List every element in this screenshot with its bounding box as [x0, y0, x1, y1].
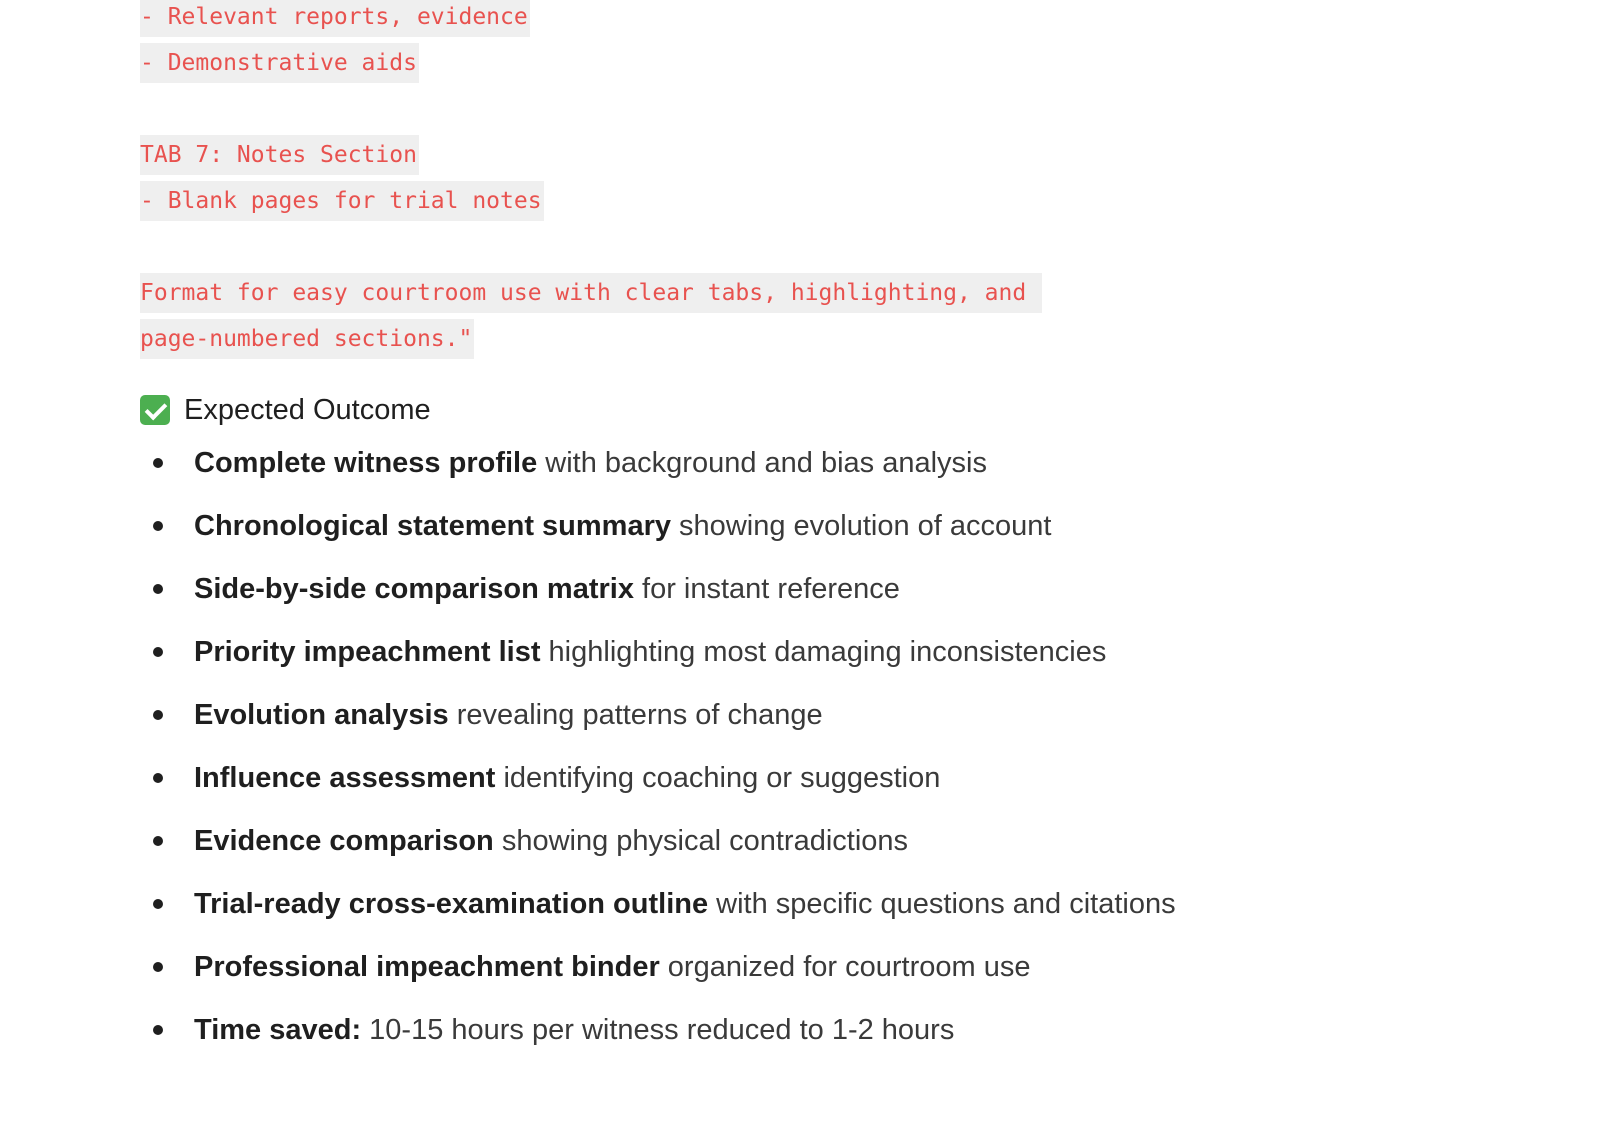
bullet-icon: [153, 710, 163, 720]
item-description: highlighting most damaging inconsistencies: [540, 636, 1107, 668]
item-title: Influence assessment: [194, 762, 496, 794]
list-item: [140, 886, 1176, 949]
item-title: Evidence comparison: [194, 825, 494, 857]
item-description: showing physical contradictions: [493, 825, 909, 857]
outcome-list: [140, 445, 1176, 1075]
code-line: - Demonstrative aids: [140, 43, 419, 83]
item-title: Side-by-side comparison matrix: [194, 573, 634, 605]
code-line: TAB 7: Notes Section: [140, 135, 419, 175]
item-description: 10-15 hours per witness reduced to 1-2 hours: [361, 1014, 955, 1046]
item-title: Trial-ready cross-examination outline: [194, 888, 709, 920]
code-line: Format for easy courtroom use with clear tabs, highlighting, and: [140, 273, 1042, 313]
list-item: [140, 697, 1176, 760]
bullet-icon: [153, 584, 163, 594]
bullet-icon: [153, 458, 163, 468]
list-item: [140, 1012, 1176, 1075]
code-line: - Relevant reports, evidence: [140, 0, 530, 37]
bullet-icon: [153, 773, 163, 783]
section-title: Expected Outcome: [184, 393, 431, 426]
bullet-icon: [153, 647, 163, 657]
item-description: with background and bias analysis: [537, 447, 988, 479]
item-title: Time saved:: [194, 1014, 362, 1046]
bullet-icon: [153, 899, 163, 909]
bullet-icon: [153, 962, 163, 972]
list-item: [140, 949, 1176, 1012]
item-description: showing evolution of account: [671, 510, 1052, 542]
bullet-icon: [153, 836, 163, 846]
bullet-icon: [153, 1025, 163, 1035]
item-title: Evolution analysis: [194, 699, 449, 731]
list-item: [140, 571, 1176, 634]
list-item: [140, 634, 1176, 697]
item-description: with specific questions and citations: [708, 888, 1176, 920]
item-title: Complete witness profile: [194, 447, 538, 479]
code-line: page-numbered sections.": [140, 319, 474, 359]
list-item: [140, 445, 1176, 508]
list-item: [140, 508, 1176, 571]
section-heading: [140, 390, 431, 430]
item-description: organized for courtroom use: [659, 951, 1031, 983]
item-title: Priority impeachment list: [194, 636, 541, 668]
list-item: [140, 823, 1176, 886]
code-line: - Blank pages for trial notes: [140, 181, 544, 221]
item-description: identifying coaching or suggestion: [495, 762, 941, 794]
item-title: Professional impeachment binder: [194, 951, 660, 983]
item-description: revealing patterns of change: [448, 699, 823, 731]
item-title: Chronological statement summary: [194, 510, 671, 542]
list-item: [140, 760, 1176, 823]
check-mark-button-icon: [140, 395, 170, 425]
item-description: for instant reference: [633, 573, 900, 605]
bullet-icon: [153, 521, 163, 531]
